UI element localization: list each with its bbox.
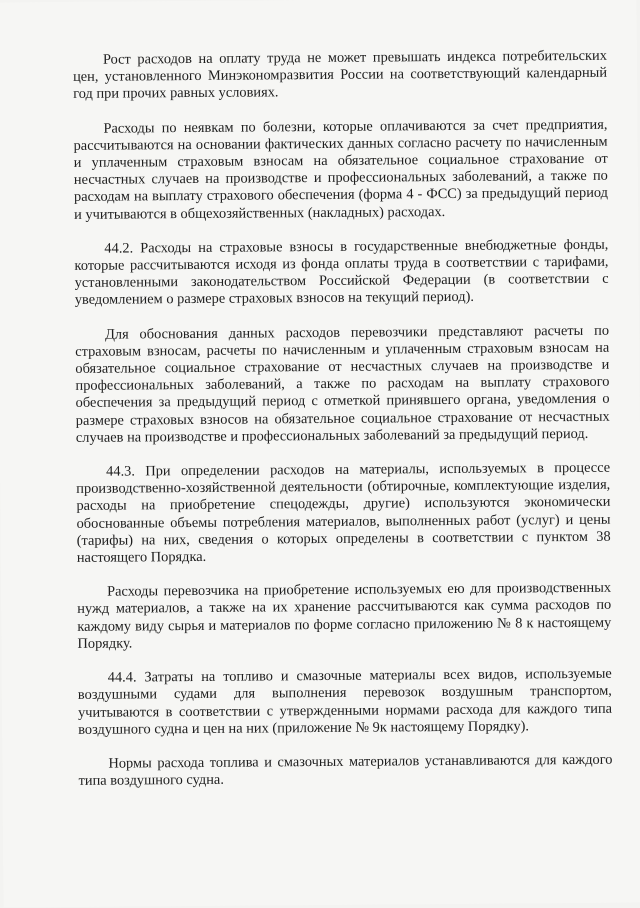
paragraph-44-2-insurance-contributions: 44.2. Расходы на страховые взносы в государственные внебюджетные фонды, которые рассчитываются исходя из фонда оплаты труда в соответствии с тарифами, установленными законодательством Российской Федерации (в соответствии с уведомлением о размере страховых взносов на текущий период).	[74, 236, 609, 309]
paragraph-sick-leave-expenses: Расходы по неявкам по болезни, которые оплачиваются за счет предприятия, рассчитываются на основании фактических данных согласно расчету по начисленным и уплаченным страховым взносам на обязательное социальное страхование от несчастных случаев на производстве и профессиональных заболеваний, а также по расходам на выплату страхового обеспечения (форма 4 - ФСС) за предыдущий период и учитываются в общехозяйственных (накладных) расходах.	[73, 116, 609, 223]
paragraph-carrier-material-expenses: Расходы перевозчика на приобретение используемых ею для производственных нужд материалов, а также на их хранение рассчитываются как сумма расходов по каждому виду сырья и материалов по форме согласно приложению № 8 к настоящему Порядку.	[77, 579, 612, 652]
paragraph-44-4-fuel-and-lubricants: 44.4. Затраты на топливо и смазочные материалы всех видов, используемые воздушными судами для выполнения перевозок воздушным транспортом, учитываются в соответствии с утвержденными нормами расхода для каждого типа воздушного судна и цен на них (приложение № 9к настоящему Порядку).	[77, 665, 613, 738]
paragraph-wage-growth: Рост расходов на оплату труда не может превышать индекса потребительских цен, установленного Минэкономразвития России на соответствующий календарный год при прочих равных условиях.	[72, 47, 608, 103]
paragraph-justification-of-expenses: Для обоснования данных расходов перевозчики представляют расчеты по страховым взносам, расчеты по начисленным и уплаченным страховым взносам на обязательное социальное страхование от несчастных случаев на производстве и профессиональных заболеваний, а также по расходам на выплату страхового обеспечения за предыдущий период с отметкой принявшего органа, уведомления о размере страховых взносов на обязательное социальное страхование от несчастных случаев на производстве и профессиональных заболеваний за предыдущий период.	[75, 322, 610, 446]
paragraph-44-3-materials: 44.3. При определении расходов на материалы, используемых в процессе производственно-хозяйственной деятельности (обтирочные, комплектующие изделия, расходы на приобретение спецодежды, другие) используются экономически обоснованные объемы потребления материалов, выполненных работ (услуг) и цены (тарифы) на них, сведения о которых определены в соответствии с пунктом 38 настоящего Порядка.	[76, 459, 611, 566]
paragraph-fuel-norms: Нормы расхода топлива и смазочных материалов устанавливаются для каждого типа воздушного судна.	[78, 751, 613, 790]
